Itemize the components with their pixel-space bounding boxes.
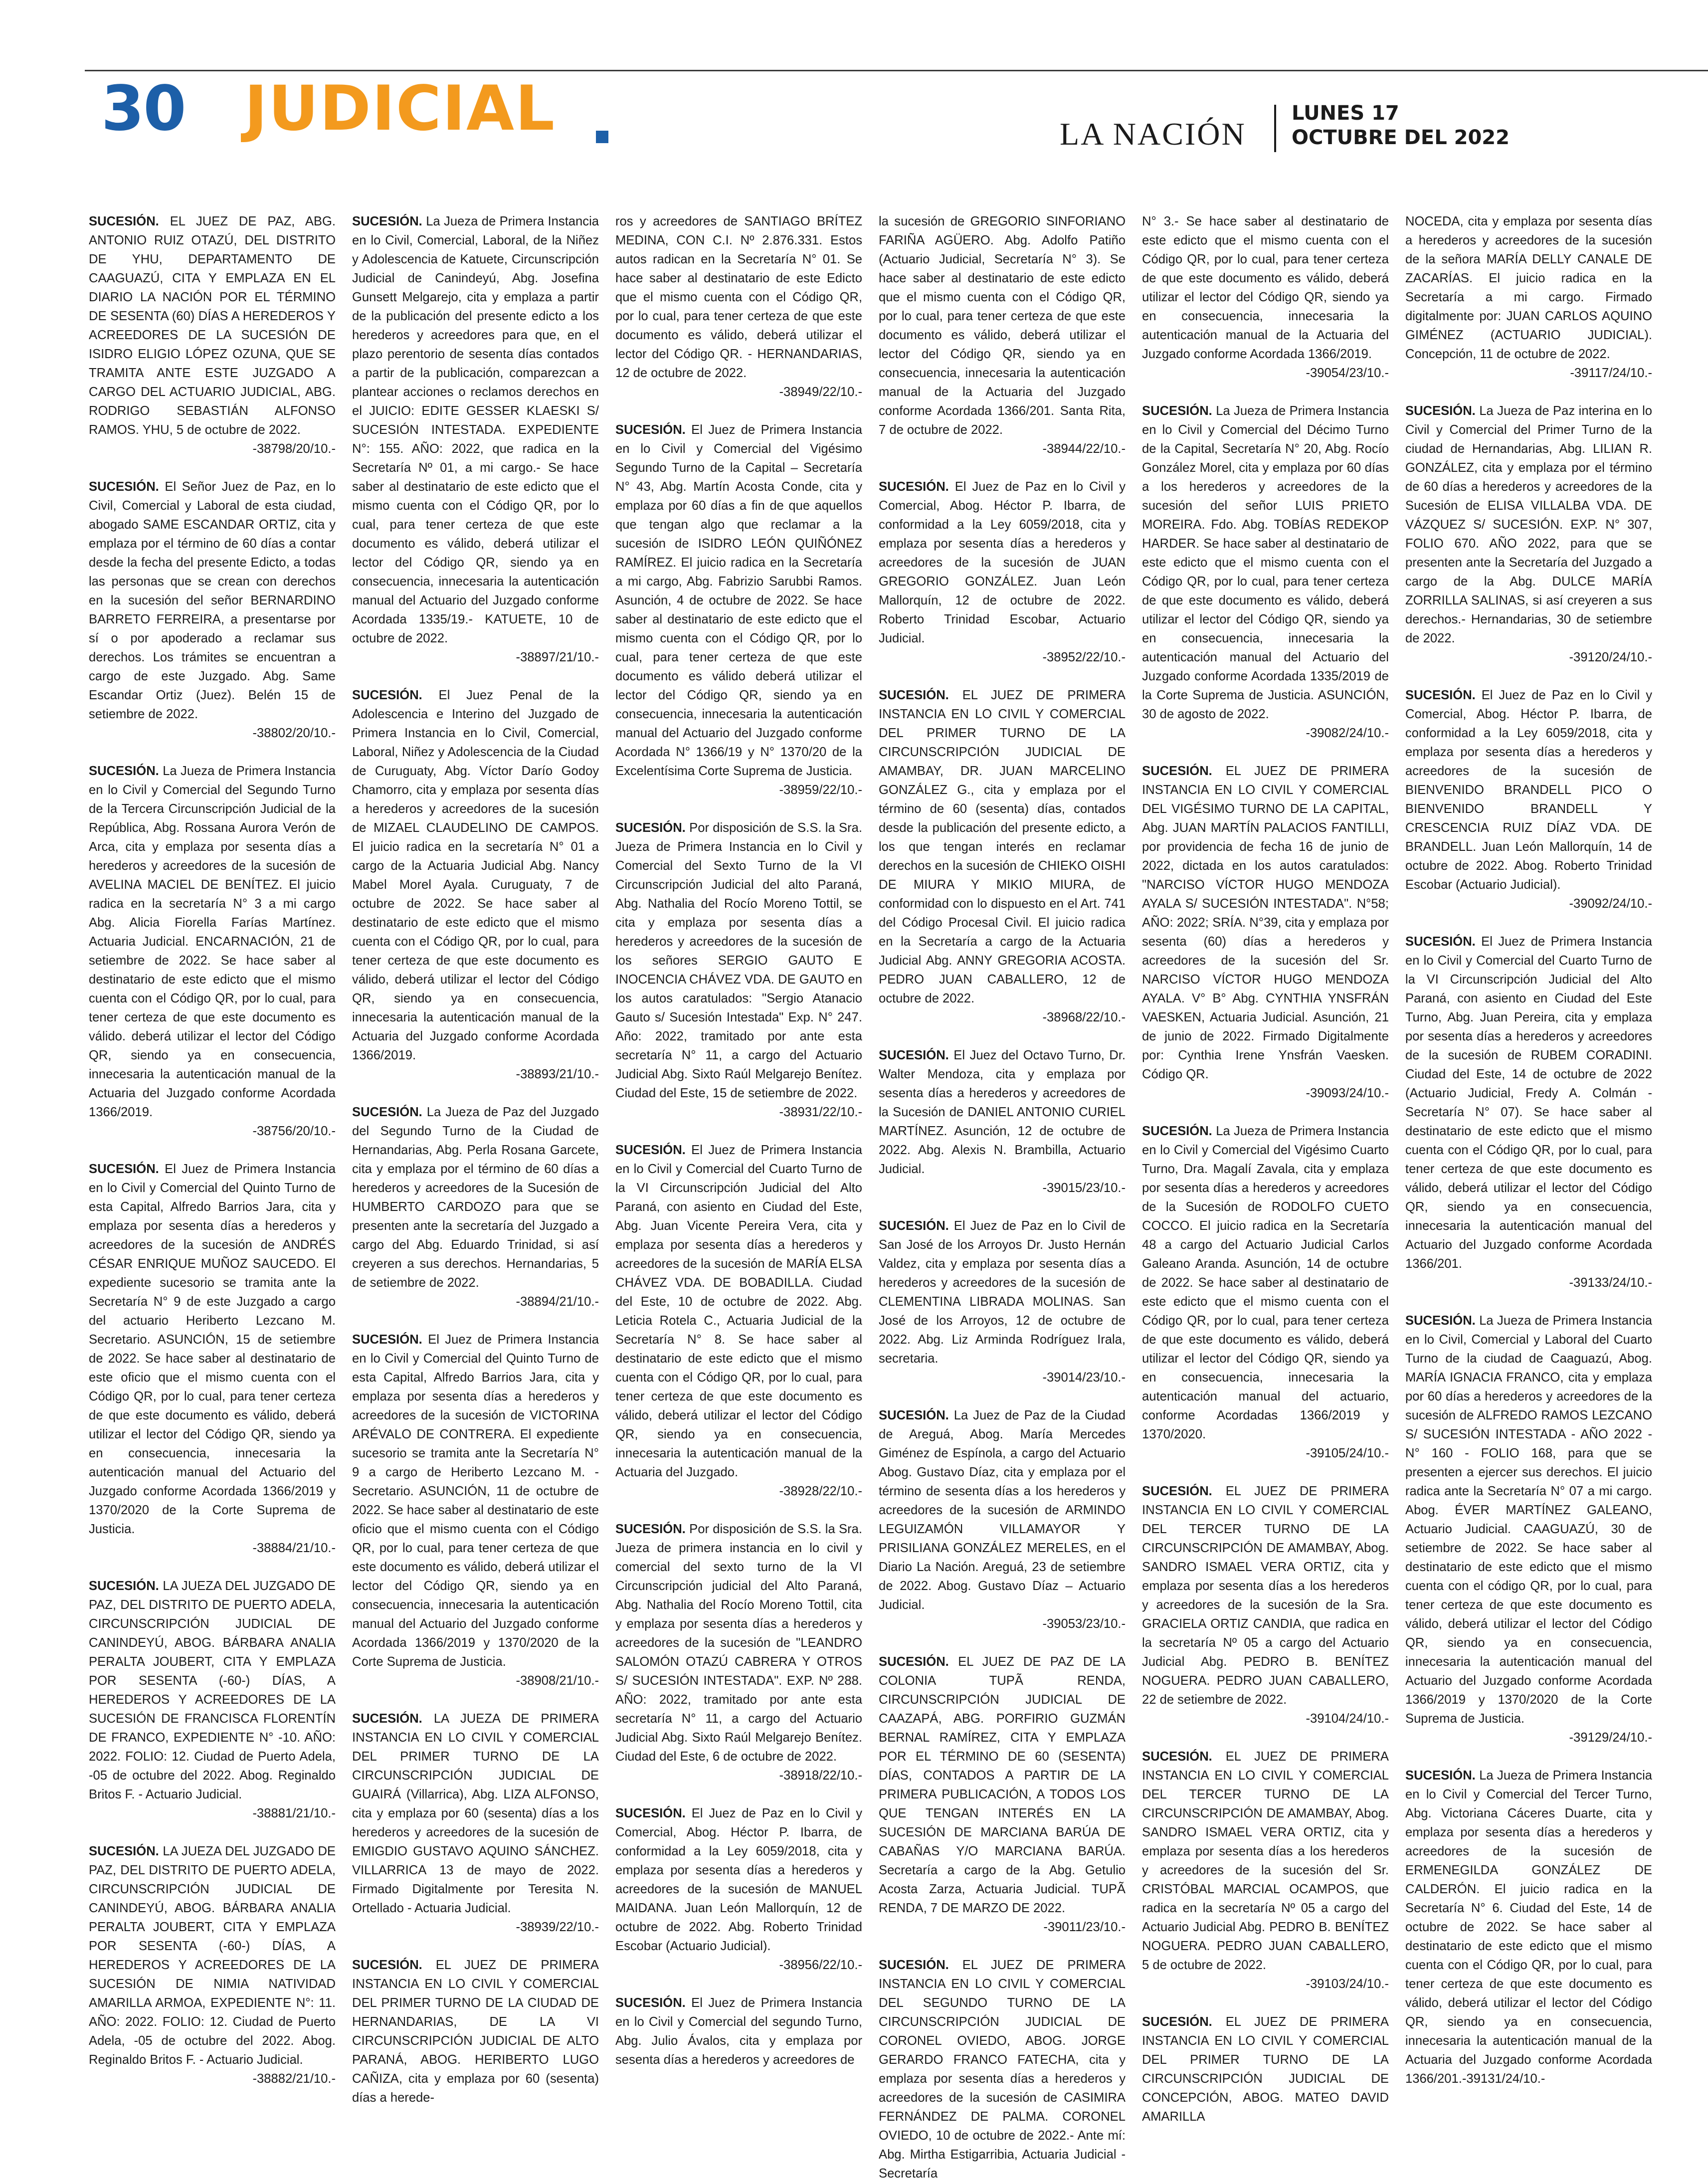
edict-notice (1142, 401, 1389, 743)
notice-reference: -38881/21/10.- (252, 1806, 336, 1820)
notice-body: ros y acreedores de SANTIAGO BRÍTEZ MEDINA, CON C.I. Nº 2.876.331. Estos autos radican en la Secretaría N° 01. Se hace saber al destinatario de este Edicto que el mismo cuenta con el Código QR, por lo cual, para tener certeza de que este documento es válido, deberá utilizar el lector del Código QR. - HERNANDARIAS, 12 de octubre de 2022. (615, 214, 862, 380)
notice-body: El Juez de Paz en lo Civil y Comercial, Abog. Héctor P. Ibarra, de conformidad a la Ley 6059/2018, cita y emplaza por sesenta días a herederos y acreedores de la sucesión de MANUEL MAIDANA. Juan León Mallorquín, 12 de octubre de 2022. Abg. Roberto Trinidad Escobar (Actuario Judicial). (615, 1806, 862, 1953)
notice-reference: -39104/24/10.- (1306, 1712, 1389, 1726)
notice-reference: -38931/22/10.- (779, 1105, 862, 1119)
notice-label: SUCESIÓN. (352, 1333, 422, 1347)
notice-body: La Jueza de Paz interina en lo Civil y Comercial del Primer Turno de la ciudad de Hernandarias, Abg. LILIAN R. GONZÁLEZ, cita y emplaza por el término de 60 días a herederos y acreedores de la Sucesión de ELISA VILLALBA VDA. DE VÁZQUEZ S/ SUCESIÓN. EXP. N° 307, FOLIO 670. AÑO 2022, para que se presenten ante la Secretaría del Juzgado a cargo de la Abg. DULCE MARÍA ZORRILLA SALINAS, si así creyeren a sus derechos.- Hernandarias, 30 de setiembre de 2022. (1405, 404, 1652, 645)
edict-notice (615, 212, 862, 401)
notice-label: SUCESIÓN. (1142, 404, 1212, 418)
notice-label: SUCESIÓN. (352, 1958, 422, 1972)
notice-body: La Jueza de Primera Instancia en lo Civil y Comercial del Segundo Turno de la Tercera Circunscripción Judicial de la República, Abg. Rossana Aurora Verón de Arca, cita y emplaza por sesenta días a herederos y acreedores de la sucesión de AVELINA MACIEL DE BENÍTEZ. El juicio radica en la secretaría N° 3 a mi cargo Abg. Alicia Fiorella Farías Martínez. Actuaria Judicial. ENCARNACIÓN, 21 de setiembre de 2022. Se hace saber al destinatario de este edicto que el mismo cuenta con el Código QR, por lo cual, para tener certeza de que este documento es válido. deberá utilizar el lector del Código QR, siendo ya en consecuencia, innecesaria la autenticación manual de la Actuaria del Juzgado conforme Acordada 1366/2019. (89, 764, 336, 1119)
page-number: 30 (101, 73, 186, 145)
notice-label: SUCESIÓN. (615, 423, 686, 437)
edict-notice (879, 1652, 1126, 1937)
edict-notice (615, 420, 862, 799)
notice-reference: -38908/21/10.- (516, 1674, 599, 1688)
notice-label: SUCESIÓN. (352, 688, 422, 702)
notice-label: SUCESIÓN. (1405, 404, 1476, 418)
notice-body: El Juez de Primera Instancia en lo Civil y Comercial del Quinto Turno de esta Capital, Alfredo Barrios Jara, cita y emplaza por sesenta días a herederos y acreedores de la sucesión de ANDRÉS CÉSAR ENRIQUE MUÑOZ SAUCEDO. El expediente sucesorio se tramita ante la Secretaría N° 9 de este Juzgado a cargo del actuario Heriberto Lezcano M. Secretario. ASUNCIÓN, 15 de setiembre de 2022. Se hace saber al destinatario de este oficio que el mismo cuenta con el Código QR, por lo cual, para tener certeza de que este documento es válido, deberá utilizar el lector del Código QR, siendo ya en consecuencia, innecesaria la autenticación manual del Actuario del Juzgado conforme Acordada 1366/2019 y 1370/2020 de la Corte Suprema de Justicia. (89, 1162, 336, 1536)
notice-reference: -38882/21/10.- (252, 2072, 336, 2086)
notice-reference: -38884/21/10.- (252, 1541, 336, 1555)
edict-notice (879, 1216, 1126, 1387)
notice-reference: -38956/22/10.- (779, 1958, 862, 1972)
notice-body: NOCEDA, cita y emplaza por sesenta días a herederos y acreedores de la sucesión de la señora MARÍA DELLY CANALE DE ZACARÍAS. El juicio radica en la Secretaría a mi cargo. Firmado digitalmente por: JUAN CARLOS AQUINO GIMÉNEZ (ACTUARIO JUDICIAL). Concepción, 11 de octubre de 2022. (1405, 214, 1652, 361)
notice-body: EL JUEZ DE PRIMERA INSTANCIA EN LO CIVIL Y COMERCIAL DEL PRIMER TURNO DE LA CIRCUNSCRIPCIÓN JUDICIAL DE AMAMBAY, DR. JUAN MARCELINO GONZÁLEZ G., cita y emplaza por el término de 60 (sesenta) días, contados desde la publicación del presente edicto, a los que tengan interés en reclamar derechos en la sucesión de CHIEKO OISHI DE MIURA Y MIKIO MIURA, de conformidad con lo dispuesto en el Art. 741 del Código Procesal Civil. El juicio radica en la Secretaría a cargo de la Actuaria Judicial Abg. ANNY GREGORIA ACOSTA. PEDRO JUAN CABALLERO, 12 de octubre de 2022. (879, 688, 1126, 1005)
edict-notice (1405, 401, 1652, 667)
column-3 (615, 212, 862, 2157)
notice-label: SUCESIÓN. (1142, 1124, 1212, 1138)
notice-label: SUCESIÓN. (89, 1162, 159, 1176)
edict-notice (352, 1956, 599, 2107)
notice-label: SUCESIÓN. (879, 688, 949, 702)
edict-notice (1142, 1747, 1389, 1993)
notice-label: SUCESIÓN. (615, 1806, 686, 1820)
edict-notice (879, 212, 1126, 458)
edict-notice (615, 1141, 862, 1501)
notice-body: El Juez de Paz en lo Civil de San José de los Arroyos Dr. Justo Hernán Valdez, cita y emplaza por sesenta días a herederos y acreedores de la sucesión de CLEMENTINA LIBRADA MOLINAS. San José de los Arroyos, 12 de octubre de 2022. Abg. Liz Arminda Rodríguez Irala, secretaria. (879, 1219, 1126, 1366)
notice-reference: -39053/23/10.- (1042, 1617, 1126, 1631)
notice-body: EL JUEZ DE PAZ DE LA COLONIA TUPÃ RENDA, CIRCUNSCRIPCIÓN JUDICIAL DE CAAZAPÁ, ABG. PORFIRIO GUZMÁN BERNAL RAMÍREZ, CITA Y EMPLAZA POR EL TÉRMINO DE 60 (SESENTA) DÍAS, CONTADOS A PARTIR DE LA PRIMERA PUBLICACIÓN, A TODOS LOS QUE TENGAN INTERÉS EN LA SUCESIÓN DE MARCIANA BARÚA DE CABAÑAS Y/O MARCIANA BARÚA. Secretaría a cargo de la Abg. Getulio Acosta Zarza, Actuaria Judicial. TUPÃ RENDA, 7 DE MARZO DE 2022. (879, 1655, 1126, 1915)
edict-notice (879, 1046, 1126, 1197)
notice-body: La Jueza de Primera Instancia en lo Civil, Comercial y Laboral del Cuarto Turno de la ciudad de Caaguazú, Abog. MARÍA IGNACIA FRANCO, cita y emplaza por 60 días a herederos y acreedores de la sucesión de ALFREDO RAMOS LEZCANO S/ SUCESIÓN INTESTADA - AÑO 2022 - N° 160 - FOLIO 168, para que se presenten a ejercer sus derechos. El juicio radica ante la Secretaría N° 07 a mi cargo. Abog. ÉVER MARTÍNEZ GALEANO, Actuario Judicial. CAAGUAZÚ, 30 de setiembre de 2022. Se hace saber al destinatario de este edicto que el mismo cuenta con el código QR, por lo cual, para tener certeza de que este documento es válido, deberá utilizar el lector del Código QR, siendo ya en consecuencia, innecesaria la autenticación manual del Actuario del Juzgado conforme Acordada 1366/2019 y 1370/2020 de la Corte Suprema de Justicia. (1405, 1314, 1652, 1726)
notice-label: SUCESIÓN. (89, 214, 159, 228)
notice-body: la sucesión de GREGORIO SINFORIANO FARIÑA AGÜERO. Abg. Adolfo Patiño (Actuario Judicial, Secretaría N° 3). Se hace saber al destinatario de este edicto que el mismo cuenta con el Código QR, por lo cual, para tener certeza de que este documento es válido, deberá utilizar el lector del Código QR, siendo ya en consecuencia, innecesaria la autenticación manual de la Actuaria del Juzgado conforme Acordada 1366/201. Santa Rita, 7 de octubre de 2022. (879, 214, 1126, 437)
notice-reference: -39129/24/10.- (1569, 1731, 1652, 1745)
notice-body: LA JUEZA DE PRIMERA INSTANCIA EN LO CIVIL Y COMERCIAL DEL PRIMER TURNO DE LA CIRCUNSCRIPCIÓN JUDICIAL DE GUAIRÁ (Villarrica), Abg. LIZA ALFONSO, cita y emplaza por 60 (sesenta) días a los herederos y acreedores de la sucesión de EMIGDIO GUSTAVO AQUINO SÁNCHEZ. VILLARRICA 13 de mayo de 2022. Firmado Digitalmente por Teresita N. Ortellado - Actuaria Judicial. (352, 1712, 599, 1915)
notice-label: SUCESIÓN. (352, 214, 422, 228)
edict-notice (879, 1406, 1126, 1633)
notice-reference: -39082/24/10.- (1306, 726, 1389, 740)
notice-label: SUCESIÓN. (352, 1105, 422, 1119)
section-title: JUDICIAL (244, 73, 556, 145)
notice-reference: -39054/23/10.- (1306, 366, 1389, 380)
edict-notice (89, 1160, 336, 1558)
notice-body: El Juez de Primera Instancia en lo Civil y Comercial del Cuarto Turno de la VI Circunscripción Judicial del Alto Paraná, con asiento en Ciudad del Este Turno, Abg. Juan Pereira, cita y emplaza por sesenta días a herederos y acreedores de la sucesión de RUBEM CORADINI. Ciudad del Este, 14 de octubre de 2022 (Actuario Judicial, Fredy A. Colmán - Secretaría N° 07). Se hace saber al destinatario de este edicto que el mismo cuenta con el Código QR, por lo cual, para tener certeza de que este documento es válido, deberá utilizar el lector del Código QR, siendo ya en consecuencia, innecesaria la autenticación manual del Actuario del Juzgado conforme Acordada 1366/201. (1405, 935, 1652, 1271)
notice-label: SUCESIÓN. (1142, 764, 1212, 778)
notice-reference: -38798/20/10.- (252, 442, 336, 456)
column-1 (89, 212, 336, 2157)
edict-notice (352, 1709, 599, 1937)
edict-notice (879, 686, 1126, 1027)
edict-notice (352, 212, 599, 667)
notice-body: EL JUEZ DE PAZ, ABG. ANTONIO RUIZ OTAZÚ, DEL DISTRITO DE YHU, DEPARTAMENTO DE CAAGUAZÚ, CITA Y EMPLAZA EN EL DIARIO LA NACIÓN POR EL TÉRMINO DE SESENTA (60) DÍAS A HEREDEROS Y ACREEDORES DE LA SUCESIÓN DE ISIDRO ELIGIO LÓPEZ OZUNA, QUE SE TRAMITA ANTE ESTE JUZGADO A CARGO DEL ACTUARIO JUDICIAL, ABG. RODRIGO SEBASTIÁN ALFONSO RAMOS. YHU, 5 de octubre de 2022. (89, 214, 336, 437)
notice-reference: -39117/24/10.- (1570, 366, 1652, 380)
edict-notice (879, 1956, 1126, 2183)
notice-body: El Juez de Primera Instancia en lo Civil y Comercial del Vigésimo Segundo Turno de la Capital – Secretaría N° 43, Abg. Martín Acosta Conde, cita y emplaza por 60 días a fin de que aquellos que tengan algo que reclamar a la sucesión de ISIDRO LEÓN QUIÑÓNEZ RAMÍREZ. El juicio radica en la Secretaría a mi cargo, Abg. Fabrizio Sarubbi Ramos. Asunción, 4 de octubre de 2022. Se hace saber al destinatario de este edicto que el mismo cuenta con el Código QR, por lo cual, para tener certeza de que este documento es válido deberá utilizar el lector del Código QR, siendo ya en consecuencia, innecesaria la autenticación manual del Actuario del Juzgado conforme Acordada N° 1366/19 y N° 1370/20 de la Excelentísima Corte Suprema de Justicia. (615, 423, 862, 778)
edict-notice (1405, 1311, 1652, 1747)
notice-label: SUCESIÓN. (615, 1143, 686, 1157)
notice-body: La Jueza de Primera Instancia en lo Civil y Comercial del Vigésimo Cuarto Turno, Dra. Magalí Zavala, cita y emplaza por sesenta días a herederos y acreedores de la Sucesión de RODOLFO CUETO COCCO. El juicio radica en la Secretaría 48 a cargo del Actuario Judicial Carlos Galeano Aranda. Asunción, 14 de octubre de 2022. Se hace saber al destinatario de este edicto que el mismo cuenta con el Código QR, por lo cual, para tener certeza de que este documento es válido, deberá utilizar el lector del Código QR, siendo ya en consecuencia, innecesaria la autenticación manual del actuario, conforme Acordadas 1366/2019 y 1370/2020. (1142, 1124, 1389, 1441)
notice-body: El Juez de Paz en lo Civil y Comercial, Abog. Héctor P. Ibarra, de conformidad a la Ley 6059/2018, cita y emplaza por sesenta días a herederos y acreedores de la sucesión de BIENVENIDO BRANDELL PICO O BIENVENIDO BRANDELL Y CRESCENCIA RUIZ DÍAZ VDA. DE BRANDELL. Juan León Mallorquín, 14 de octubre de 2022. Abog. Roberto Trinidad Escobar (Actuario Judicial). (1405, 688, 1652, 892)
notice-reference: -39103/24/10.- (1306, 1977, 1389, 1991)
edict-notice (352, 1330, 599, 1690)
notice-reference: -38894/21/10.- (516, 1295, 599, 1309)
notice-body: El Juez de Primera Instancia en lo Civil y Comercial del Cuarto Turno de la VI Circunscripción Judicial del Alto Paraná, con asiento en Ciudad del Este, Abg. Juan Vicente Pereira Vera, cita y emplaza por sesenta días a herederos y acreedores de la sucesión de MARÍA ELSA CHÁVEZ VDA. DE BOBADILLA. Ciudad del Este, 10 de octubre de 2022. Abg. Leticia Rotela C., Actuaria Judicial de la Secretaría N° 8. Se hace saber al destinatario de este edicto que el mismo cuenta con el Código QR, por lo cual, para tener certeza de que este documento es válido, deberá utilizar el lector del Código QR, siendo ya en consecuencia, innecesaria la autenticación manual de la Actuaria del Juzgado. (615, 1143, 862, 1479)
notice-label: SUCESIÓN. (879, 1655, 949, 1669)
notice-reference: -39092/24/10.- (1569, 897, 1652, 911)
edict-notice (879, 477, 1126, 667)
notice-body: La Jueza de Primera Instancia en lo Civil, Comercial, Laboral, de la Niñez y Adolescencia de Katuete, Circunscripción Judicial de Canindeyú, Abg. Josefina Gunsett Melgarejo, cita y emplaza a partir de la publicación del presente edicto a los herederos y acreedores para que, en el plazo perentorio de sesenta días contados a partir de la publicación, comparezcan a plantear acciones o reclamos derechos en el JUICIO: EDITE GESSER KLAESKI S/ SUCESIÓN INTESTADA. EXPEDIENTE N°: 155. AÑO: 2022, que radica en la Secretaría Nº 01, a mi cargo.- Se hace saber al destinatario de este edicto que el mismo cuenta con el Código QR, por lo cual, para tener certeza de que este documento es válido, deberá utilizar el lector del Código QR, siendo ya en consecuencia, innecesaria la autenticación manual del Actuario del Juzgado conforme Acordada 1335/19.- KATUETE, 10 de octubre de 2022. (352, 214, 599, 645)
notice-reference: -39093/24/10.- (1306, 1086, 1389, 1100)
notice-label: SUCESIÓN. (879, 1219, 949, 1233)
notice-label: SUCESIÓN. (1405, 935, 1476, 949)
notice-reference: -39120/24/10.- (1569, 650, 1652, 664)
notice-body: EL JUEZ DE PRIMERA INSTANCIA EN LO CIVIL Y COMERCIAL DEL VIGÉSIMO TURNO DE LA CAPITAL, Abg. JUAN MARTÍN PALACIOS FANTILLI, por providencia de fecha 16 de junio de 2022, dictada en los autos caratulados: "NARCISO VÍCTOR HUGO MENDOZA AYALA S/ SUCESIÓN INTESTADA". N°58; AÑO: 2022; SRÍA. N°39, cita y emplaza por sesenta (60) días a herederos y acreedores de la sucesión del Sr. NARCISO VÍCTOR HUGO MENDOZA AYALA. V° B° Abg. CYNTHIA YNSFRÁN VAESKEN, Actuaria Judicial. Asunción, 21 de junio de 2022. Firmado Digitalmente por: Cynthia Irene Ynsfrán Vaesken. Código QR. (1142, 764, 1389, 1081)
notice-label: SUCESIÓN. (879, 1958, 949, 1972)
edict-notice (1142, 1482, 1389, 1728)
notice-label: SUCESIÓN. (1142, 2015, 1212, 2029)
notice-label: SUCESIÓN. (879, 1408, 949, 1422)
notice-reference: -38949/22/10.- (779, 385, 862, 399)
notice-reference: -38939/22/10.- (516, 1920, 599, 1934)
notice-body: El Juez de Primera Instancia en lo Civil y Comercial del Quinto Turno de esta Capital, Alfredo Barrios Jara, cita y emplaza por sesenta días a herederos y acreedores de la sucesión de VICTORINA ARÉVALO DE CONTRERA. El expediente sucesorio se tramita ante la Secretaría N° 9 a cargo de Heriberto Lezcano M. - Secretario. ASUNCIÓN, 11 de octubre de 2022. Se hace saber al destinatario de este oficio que el mismo cuenta con el Código QR, por lo cual, para tener certeza de que este documento es válido, deberá utilizar el lector del Código QR, siendo ya en consecuencia, innecesaria la autenticación manual del Actuario del Juzgado conforme Acordada 1366/2019 y 1370/2020 de la Corte Suprema de Justicia. (352, 1333, 599, 1669)
notice-label: SUCESIÓN. (879, 1048, 949, 1062)
edict-notice (1142, 762, 1389, 1103)
masthead-separator (1274, 105, 1276, 152)
column-4 (879, 212, 1126, 2181)
notice-label: SUCESIÓN. (1405, 1769, 1476, 1783)
notice-reference: -38897/21/10.- (516, 650, 599, 664)
edict-notice (1142, 2012, 1389, 2126)
edict-notice (1405, 212, 1652, 383)
notice-label: SUCESIÓN. (615, 1996, 686, 2010)
section-title-dot (596, 131, 608, 143)
notice-reference: -39011/23/10.- (1043, 1920, 1126, 1934)
notice-reference: -39014/23/10.- (1042, 1371, 1126, 1385)
notice-body: La Jueza de Primera Instancia en lo Civil y Comercial del Décimo Turno de la Capital, Secretaría N° 20, Abg. Rocío González Morel, cita y emplaza por 60 días a los herederos y acreedores de la sucesión del señor LUIS PRIETO MOREIRA. Fdo. Abg. TOBÍAS REDEKOP HARDER. Se hace saber al destinatario de este edicto que el mismo cuenta con el Código QR, por lo cual, para tener certeza de que este documento es válido, deberá utilizar el lector del Código QR, siendo ya en consecuencia, innecesaria la autenticación manual del Actuario del Juzgado conforme Acordada 1335/2019 de la Corte Suprema de Justicia. ASUNCIÓN, 30 de agosto de 2022. (1142, 404, 1389, 721)
notice-label: SUCESIÓN. (89, 764, 159, 778)
column-6 (1405, 212, 1652, 2157)
notice-body: Por disposición de S.S. la Sra. Jueza de Primera Instancia en lo Civil y Comercial del Sexto Turno de la VI Circunscripción Judicial del alto Paraná, Abg. Nathalia del Rocío Moreno Tottil, se cita y emplaza por sesenta días a herederos y acreedores de la sucesión de los señores SERGIO GAUTO E INOCENCIA CHÁVEZ VDA. DE GAUTO en los autos caratulados: "Sergio Atanacio Gauto s/ Sucesión Intestada" Exp. N° 247. Año: 2022, tramitado por ante esta secretaría N° 11, a cargo del Actuario Judicial Abg. Sixto Raúl Melgarejo Benítez. Ciudad del Este, 15 de setiembre de 2022. (615, 821, 862, 1100)
notice-label: SUCESIÓN. (1405, 688, 1476, 702)
notice-label: SUCESIÓN. (89, 1579, 159, 1593)
notice-label: SUCESIÓN. (352, 1712, 422, 1726)
notice-body: El Señor Juez de Paz, en lo Civil, Comercial y Laboral de esta ciudad, abogado SAME ESCANDAR ORTIZ, cita y emplaza por el término de 60 días a contar desde la fecha del presente Edicto, a todas las personas que se crean con derechos en la sucesión del señor BERNARDINO BARRETO FERREIRA, a presentarse por sí o por apoderado a reclamar sus derechos. Los trámites se encuentran a cargo de este Juzgado. Abg. Same Escandar Ortiz (Juez). Belén 15 de setiembre de 2022. (89, 480, 336, 721)
notice-reference: -39015/23/10.- (1042, 1181, 1126, 1195)
notice-label: SUCESIÓN. (879, 480, 949, 494)
edict-notice (1142, 1122, 1389, 1463)
header-rule (85, 70, 1708, 71)
notice-reference: -38959/22/10.- (779, 783, 862, 797)
notice-body: La Juez de Paz de la Ciudad de Areguá, Abog. María Mercedes Giménez de Espínola, a cargo del Actuario Abog. Gustavo Díaz, cita y emplaza por el término de sesenta días a los herederos y acreedores de la sucesión de ARMINDO LEGUIZAMÓN VILLAMAYOR Y PRISILIANA GONZÁLEZ MERELES, en el Diario La Nación. Areguá, 23 de setiembre de 2022. Abog. Gustavo Díaz – Actuario Judicial. (879, 1408, 1126, 1612)
edict-notice (89, 762, 336, 1141)
issue-day: LUNES 17 (1292, 102, 1399, 125)
notice-body: El Juez Penal de la Adolescencia e Interino del Juzgado de Primera Instancia en lo Civil, Comercial, Laboral, Niñez y Adolescencia de la Ciudad de Curuguaty, Abg. Víctor Darío Godoy Chamorro, cita y emplaza por sesenta días a herederos y acreedores de la sucesión de MIZAEL CLAUDELINO DE CAMPOS. El juicio radica en la secretaría N° 01 a cargo de la Actuaria Judicial Abg. Nancy Mabel Morel Ayala. Curuguaty, 7 de octubre de 2022. Se hace saber al destinatario de este edicto que el mismo cuenta con el Código QR, por lo cual, para tener certeza de que este documento es válido, deberá utilizar el lector del Código QR, siendo ya en consecuencia, innecesaria la autenticación manual de la Actuaria del Juzgado conforme Acordada 1366/2019. (352, 688, 599, 1062)
notice-body: EL JUEZ DE PRIMERA INSTANCIA EN LO CIVIL Y COMERCIAL DEL TERCER TURNO DE LA CIRCUNSCRIPCIÓN DE AMAMBAY, Abog. SANDRO ISMAEL VERA ORTIZ, cita y emplaza por sesenta días a los herederos y acreedores de la sucesión de la Sra. GRACIELA ORTIZ CANDIA, que radica en la secretaría Nº 05 a cargo del Actuario Judicial Abg. PEDRO B. BENÍTEZ NOGUERA. PEDRO JUAN CABALLERO, 22 de setiembre de 2022. (1142, 1484, 1389, 1707)
notice-label: SUCESIÓN. (89, 1844, 159, 1858)
notice-reference: -39133/24/10.- (1569, 1276, 1652, 1290)
edict-notice (89, 1842, 336, 2088)
notice-label: SUCESIÓN. (615, 821, 686, 835)
notice-body: La Jueza de Paz del Juzgado del Segundo Turno de la Ciudad de Hernandarias, Abg. Perla Rosana Garcete, cita y emplaza por el término de 60 días a herederos y acreedores de la Sucesión de HUMBERTO CARDOZO para que se presenten ante la secretaría del Juzgado a cargo del Abg. Eduardo Trinidad, si así creyeren a sus derechos. Hernandarias, 5 de setiembre de 2022. (352, 1105, 599, 1290)
notice-label: SUCESIÓN. (615, 1522, 686, 1536)
notice-label: SUCESIÓN. (1142, 1750, 1212, 1764)
notice-body: EL JUEZ DE PRIMERA INSTANCIA EN LO CIVIL Y COMERCIAL DEL PRIMER TURNO DE LA CIUDAD DE HERNANDARIAS, DE LA VI CIRCUNSCRIPCIÓN JUDICIAL DE ALTO PARANÁ, ABOG. HERIBERTO LUGO CAÑIZA, cita y emplaza por 60 (sesenta) días a herede- (352, 1958, 599, 2105)
newspaper-masthead: LA NACIÓN (1060, 116, 1246, 152)
edict-notice (1142, 212, 1389, 383)
notice-body: LA JUEZA DEL JUZGADO DE PAZ, DEL DISTRITO DE PUERTO ADELA, CIRCUNSCRIPCIÓN JUDICIAL DE CANINDEYÚ, ABOG. BÁRBARA ANALIA PERALTA JOUBERT, CITA Y EMPLAZA POR SESENTA (-60-) DÍAS, A HEREDEROS Y ACREEDORES DE LA SUCESIÓN DE NIMIA NATIVIDAD AMARILLA ARMOA, EXPEDIENTE N°: 11. AÑO: 2022. FOLIO: 12. Ciudad de Puerto Adela, -05 de octubre del 2022. Abog. Reginaldo Britos F. - Actuario Judicial. (89, 1844, 336, 2067)
edict-notice (1405, 1766, 1652, 2088)
notice-reference: -38802/20/10.- (252, 726, 336, 740)
notice-body: EL JUEZ DE PRIMERA INSTANCIA EN LO CIVIL Y COMERCIAL DEL PRIMER TURNO DE LA CIRCUNSCRIPCIÓN JUDICIAL DE CONCEPCIÓN, ABOG. MATEO DAVID AMARILLA (1142, 2015, 1389, 2124)
column-2 (352, 212, 599, 2157)
notice-label: SUCESIÓN. (89, 480, 159, 494)
notice-reference: -39105/24/10.- (1306, 1446, 1389, 1460)
notice-body: N° 3.- Se hace saber al destinatario de este edicto que el mismo cuenta con el Código QR, por lo cual, para tener certeza de que este documento es válido, deberá utilizar el lector del Código QR, siendo ya en consecuencia, innecesaria la autenticación manual de la Actuaria del Juzgado conforme Acordada 1366/2019. (1142, 214, 1389, 361)
edict-notice (1405, 686, 1652, 913)
edict-notice (352, 1103, 599, 1311)
edict-notice (89, 477, 336, 743)
notice-body: El Juez de Primera Instancia en lo Civil y Comercial del segundo Turno, Abg. Julio Ávalos, cita y emplaza por sesenta días a herederos y acreedores de (615, 1996, 862, 2067)
notice-body: El Juez del Octavo Turno, Dr. Walter Mendoza, cita y emplaza por sesenta días a herederos y acreedores de la Sucesión de DANIEL ANTONIO CURIEL MARTÍNEZ. Asunción, 12 de octubre de 2022. Abg. Alexis N. Brambilla, Actuario Judicial. (879, 1048, 1126, 1176)
edict-notice (615, 1993, 862, 2069)
notice-body: Por disposición de S.S. la Sra. Jueza de primera instancia en lo civil y comercial del sexto turno de la VI Circunscripción judicial del Alto Paraná, Abg. Nathalia del Rocío Moreno Tottil, cita y emplaza por sesenta días a herederos y acreedores de la sucesión de "LEANDRO SALOMÓN OTAZÚ CABRERA Y OTROS S/ SUCESIÓN INTESTADA". EXP. Nº 288. AÑO: 2022, tramitado por ante esta secretaría N° 11, a cargo del Actuario Judicial Abg. Sixto Raúl Melgarejo Benítez. Ciudad del Este, 6 de octubre de 2022. (615, 1522, 862, 1764)
notice-body: EL JUEZ DE PRIMERA INSTANCIA EN LO CIVIL Y COMERCIAL DEL SEGUNDO TURNO DE LA CIRCUNSCRIPCIÓN JUDICIAL DE CORONEL OVIEDO, ABOG. JORGE GERARDO FRANCO FATECHA, cita y emplaza por sesenta días a herederos y acreedores de la sucesión de CASIMIRA FERNÁNDEZ DE PALMA. CORONEL OVIEDO, 10 de octubre de 2022.- Ante mí: Abg. Mirtha Estigarribia, Actuaria Judicial - Secretaría (879, 1958, 1126, 2181)
notice-reference: -38893/21/10.- (516, 1067, 599, 1081)
edict-notice (615, 1804, 862, 1975)
edict-notice (615, 818, 862, 1122)
notice-reference: -38756/20/10.- (252, 1124, 336, 1138)
notice-reference: -38928/22/10.- (779, 1484, 862, 1498)
column-5 (1142, 212, 1389, 2157)
notice-reference: -38968/22/10.- (1042, 1010, 1126, 1024)
edict-notice (1405, 932, 1652, 1292)
notice-body: El Juez de Paz en lo Civil y Comercial, Abog. Héctor P. Ibarra, de conformidad a la Ley 6059/2018, cita y emplaza por sesenta días a herederos y acreedores de la sucesión de JUAN GREGORIO GONZÁLEZ. Juan León Mallorquín, 12 de octubre de 2022. Roberto Trinidad Escobar, Actuario Judicial. (879, 480, 1126, 645)
notice-reference: -38918/22/10.- (779, 1769, 862, 1783)
notice-label: SUCESIÓN. (1405, 1314, 1476, 1328)
notice-body: LA JUEZA DEL JUZGADO DE PAZ, DEL DISTRITO DE PUERTO ADELA, CIRCUNSCRIPCIÓN JUDICIAL DE CANINDEYÚ, ABOG. BÁRBARA ANALIA PERALTA JOUBERT, CITA Y EMPLAZA POR SESENTA (-60-) DÍAS, A HEREDEROS Y ACREEDORES DE LA SUCESIÓN DE FRANCISCA FLORENTÍN DE FRANCO, EXPEDIENTE N° -10. AÑO: 2022. FOLIO: 12. Ciudad de Puerto Adela, -05 de octubre del 2022. Abog. Reginaldo Britos F. - Actuario Judicial. (89, 1579, 336, 1801)
notice-reference: -38952/22/10.- (1042, 650, 1126, 664)
edict-notice (615, 1520, 862, 1785)
issue-date: OCTUBRE DEL 2022 (1292, 126, 1510, 149)
notice-label: SUCESIÓN. (1142, 1484, 1212, 1498)
notice-body: EL JUEZ DE PRIMERA INSTANCIA EN LO CIVIL Y COMERCIAL DEL TERCER TURNO DE LA CIRCUNSCRIPCIÓN DE AMAMBAY, Abog. SANDRO ISMAEL VERA ORTIZ, cita y emplaza por sesenta días a los herederos y acreedores de la sucesión del Sr. CRISTÓBAL MARCIAL OCAMPOS, que radica en la secretaría Nº 05 a cargo del Actuario Judicial Abg. PEDRO B. BENÍTEZ NOGUERA. PEDRO JUAN CABALLERO, 5 de octubre de 2022. (1142, 1750, 1389, 1972)
edict-notice (89, 1577, 336, 1823)
edict-notice (352, 686, 599, 1084)
notice-reference: -38944/22/10.- (1042, 442, 1126, 456)
notice-body: La Jueza de Primera Instancia en lo Civil y Comercial del Tercer Turno, Abg. Victoriana Cáceres Duarte, cita y emplaza por sesenta días a herederos y acreedores de la sucesión de ERMENEGILDA GONZÁLEZ DE CALDERÓN. El juicio radica en la Secretaría N° 6. Ciudad del Este, 14 de octubre de 2022. Se hace saber al destinatario de este edicto que el mismo cuenta con el Código QR, por lo cual, para tener certeza de que este documento es válido, deberá utilizar el lector del Código QR, siendo ya en consecuencia, innecesaria la autenticación manual de la Actuaria del Juzgado conforme Acordada 1366/201.-39131/24/10.- (1405, 1769, 1652, 2086)
edict-notice (89, 212, 336, 458)
